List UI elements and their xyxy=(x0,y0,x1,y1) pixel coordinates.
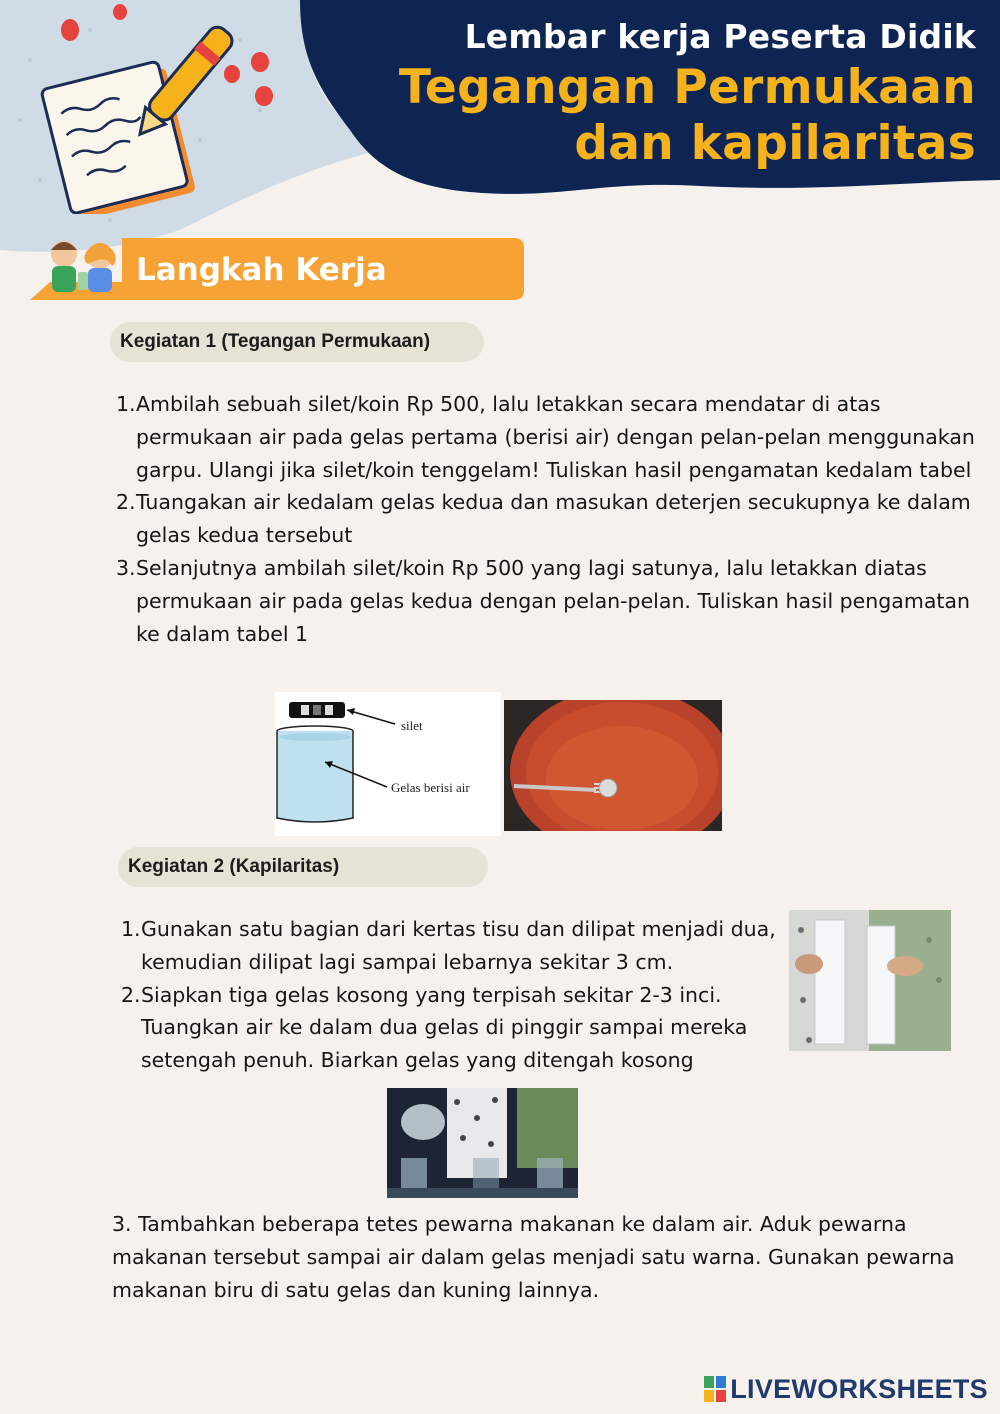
step-text: Tuangakan air kedalam gelas kedua dan masukan deterjen secukupnya ke dalam gelas kedua tersebut xyxy=(136,490,971,548)
liveworksheets-logo-icon xyxy=(704,1376,726,1402)
glass-blade-diagram xyxy=(275,692,501,836)
list-item xyxy=(116,486,986,552)
logo-text: LIVEWORKSHEETS xyxy=(730,1373,988,1404)
activity-2-steps xyxy=(121,913,791,1077)
list-item xyxy=(121,913,791,979)
step-text: Selanjutnya ambilah silet/koin Rp 500 yang lagi satunya, lalu letakkan diatas permukaan air pada gelas kedua dengan pelan-pelan. Tuliskan hasil pengamatan ke dalam tabel 1 xyxy=(136,555,970,646)
liveworksheets-logo xyxy=(704,1373,988,1405)
activity-2-label: Kegiatan 2 (Kapilaritas) xyxy=(118,847,488,887)
list-item xyxy=(116,552,986,650)
list-item xyxy=(121,979,791,1077)
step-text: Ambilah sebuah silet/koin Rp 500, lalu letakkan secara mendatar di atas permukaan air pada gelas pertama (berisi air) dengan pelan-pelan menggunakan garpu. Ulangi jika silet/koin tenggelam! Tuliskan hasil pengamatan kedalam tabel xyxy=(136,392,975,482)
glass-label: Gelas berisi air xyxy=(391,780,470,795)
worksheet-title-line1: Tegangan Permukaan xyxy=(398,60,976,115)
tissue-strips-photo xyxy=(789,910,951,1051)
list-item xyxy=(116,388,986,486)
kids-icon xyxy=(34,232,134,298)
glass-diagram-drawing xyxy=(275,692,501,836)
step-number: 1. xyxy=(121,917,141,941)
step-text: Siapkan tiga gelas kosong yang terpisah sekitar 2-3 inci. Tuangkan air ke dalam dua gelas di pinggir sampai mereka setengah penuh. Biarkan gelas yang ditengah kosong xyxy=(141,982,748,1073)
activity-1-label: Kegiatan 1 (Tegangan Permukaan) xyxy=(110,322,484,362)
activity-2-step-3: 3. Tambahkan beberapa tetes pewarna makanan ke dalam air. Aduk pewarna makanan tersebut sampai air dalam gelas menjadi satu warna. Gunakan pewarna makanan biru di satu gelas dan kuning lainnya. xyxy=(112,1212,955,1302)
worksheet-subtitle: Lembar kerja Peserta Didik xyxy=(464,17,976,56)
pouring-glasses-photo xyxy=(387,1088,578,1198)
step-text: Gunakan satu bagian dari kertas tisu dan dilipat menjadi dua, kemudian dilipat lagi sampai lebarnya sekitar 3 cm. xyxy=(141,917,776,974)
step-number: 3. xyxy=(116,555,136,580)
step-number: 1. xyxy=(116,392,136,416)
worksheet-title-line2: dan kapilaritas xyxy=(574,116,976,171)
bowl-coin-photo xyxy=(504,700,722,831)
step-number: 2. xyxy=(121,982,141,1007)
notebook-pen-icon xyxy=(36,24,236,214)
silet-label: silet xyxy=(401,718,423,733)
header-titles xyxy=(399,14,976,172)
section-title: Langkah Kerja xyxy=(136,252,387,288)
step-number: 2. xyxy=(116,490,136,515)
activity-1-steps xyxy=(116,388,986,650)
